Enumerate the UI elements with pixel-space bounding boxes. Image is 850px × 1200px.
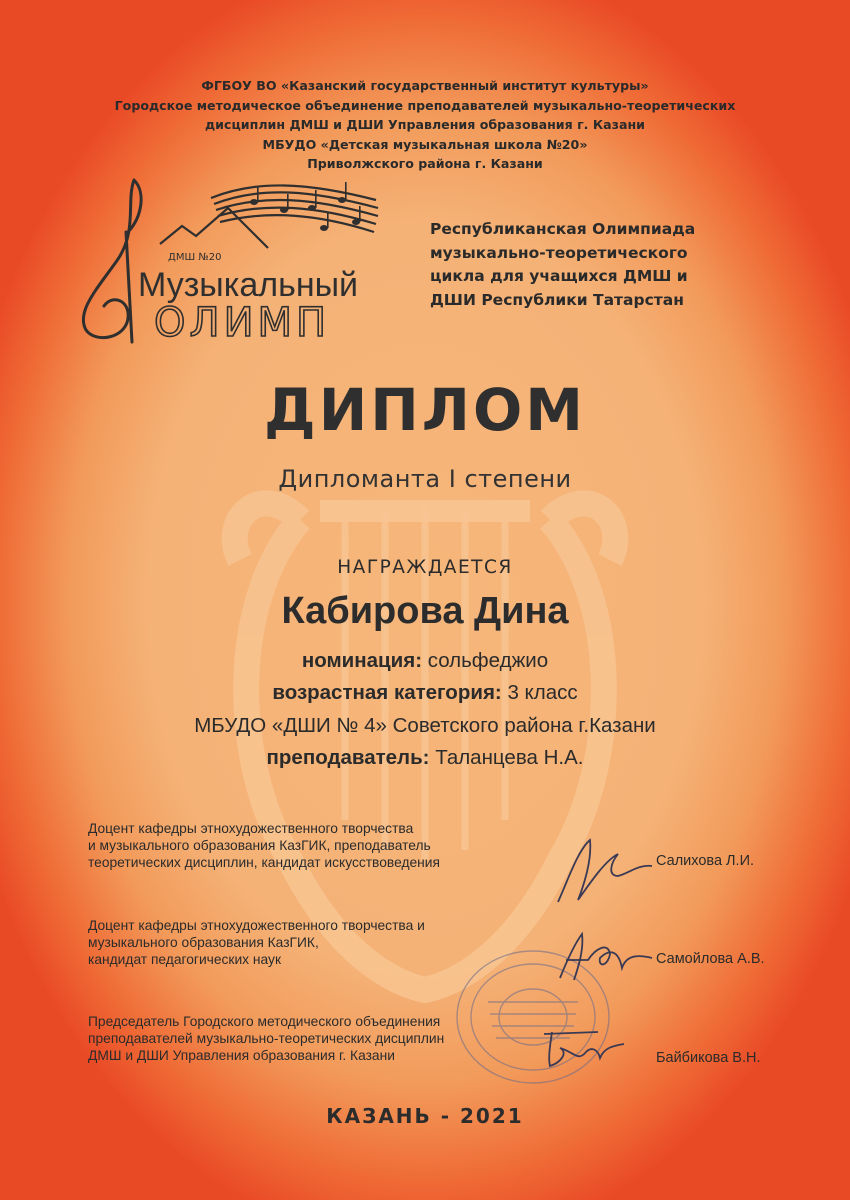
signatory-line: теоретических дисциплин, кандидат искусствоведения: [88, 855, 440, 870]
header-line: МБУДО «Детская музыкальная школа №20»: [262, 136, 588, 152]
header-line: ФГБОУ ВО «Казанский государственный институт культуры»: [201, 78, 649, 93]
signatory-line: Доцент кафедры этнохудожественного творчества: [88, 821, 414, 836]
logo-line1: Музыкальный: [138, 266, 359, 304]
header-line: Городское методическое объединение преподавателей музыкально-теоретических: [114, 97, 736, 113]
signatory-name: Самойлова А.В.: [656, 951, 765, 967]
signatory-line: музыкального образования КазГИК,: [88, 935, 319, 950]
recipient-name: Кабирова Дина: [281, 590, 569, 632]
teacher-value: Таланцева Н.А.: [435, 746, 584, 769]
musical-olymp-logo: [56, 172, 396, 347]
signatory-line: преподавателей музыкально-теоретических дисциплин: [88, 1031, 445, 1046]
header-line: дисциплин ДМШ и ДШИ Управления образования г. Казани: [205, 117, 645, 132]
signatory-line: Доцент кафедры этнохудожественного творчества и: [88, 918, 425, 933]
diploma-degree: Дипломанта I степени: [278, 465, 572, 493]
logo-school: ДМШ №20: [168, 252, 222, 263]
signatory-name: Байбикова В.Н.: [656, 1050, 761, 1066]
olympiad-line: цикла для учащихся ДМШ и: [430, 267, 688, 285]
age-category-label: возрастная категория:: [272, 681, 502, 704]
olympiad-line: ДШИ Республики Татарстан: [430, 290, 684, 309]
signatory-name: Салихова Л.И.: [656, 853, 755, 869]
city-year-footer: КАЗАНЬ - 2021: [326, 1104, 524, 1128]
mountains-icon: [160, 208, 268, 248]
olympiad-line: Республиканская Олимпиада: [430, 220, 696, 238]
signature-mark: [548, 830, 658, 910]
awarded-label: НАГРАЖДАЕТСЯ: [337, 557, 513, 578]
logo-line2: ОЛИМП: [154, 300, 331, 346]
school-line: МБУДО «ДШИ № 4» Советского района г.Казани: [194, 714, 656, 737]
teacher-line: [0, 746, 850, 770]
signatory-line: и музыкального образования КазГИК, преподаватель: [88, 838, 431, 853]
nomination-value: сольфеджио: [427, 649, 549, 672]
signatory-line: ДМШ и ДШИ Управления образования г. Казани: [88, 1048, 395, 1063]
official-stamp: [448, 942, 618, 1092]
treble-clef-icon: [83, 180, 141, 342]
age-category-value: 3 класс: [507, 681, 578, 704]
header-line: Приволжского района г. Казани: [307, 156, 543, 171]
olympiad-line: музыкально-теоретического: [430, 243, 688, 262]
olympiad-title: [430, 218, 790, 312]
signatory-title: [88, 820, 518, 871]
teacher-label: преподаватель:: [266, 746, 430, 769]
age-category-line: [0, 681, 850, 705]
nomination-line: [0, 649, 850, 673]
signatory-line: Председатель Городского методического объединения: [88, 1014, 441, 1029]
diploma-title: ДИПЛОМ: [264, 376, 586, 444]
nomination-label: номинация:: [301, 649, 423, 672]
signatory-line: кандидат педагогических наук: [88, 952, 281, 967]
organizers-header: [0, 76, 850, 174]
